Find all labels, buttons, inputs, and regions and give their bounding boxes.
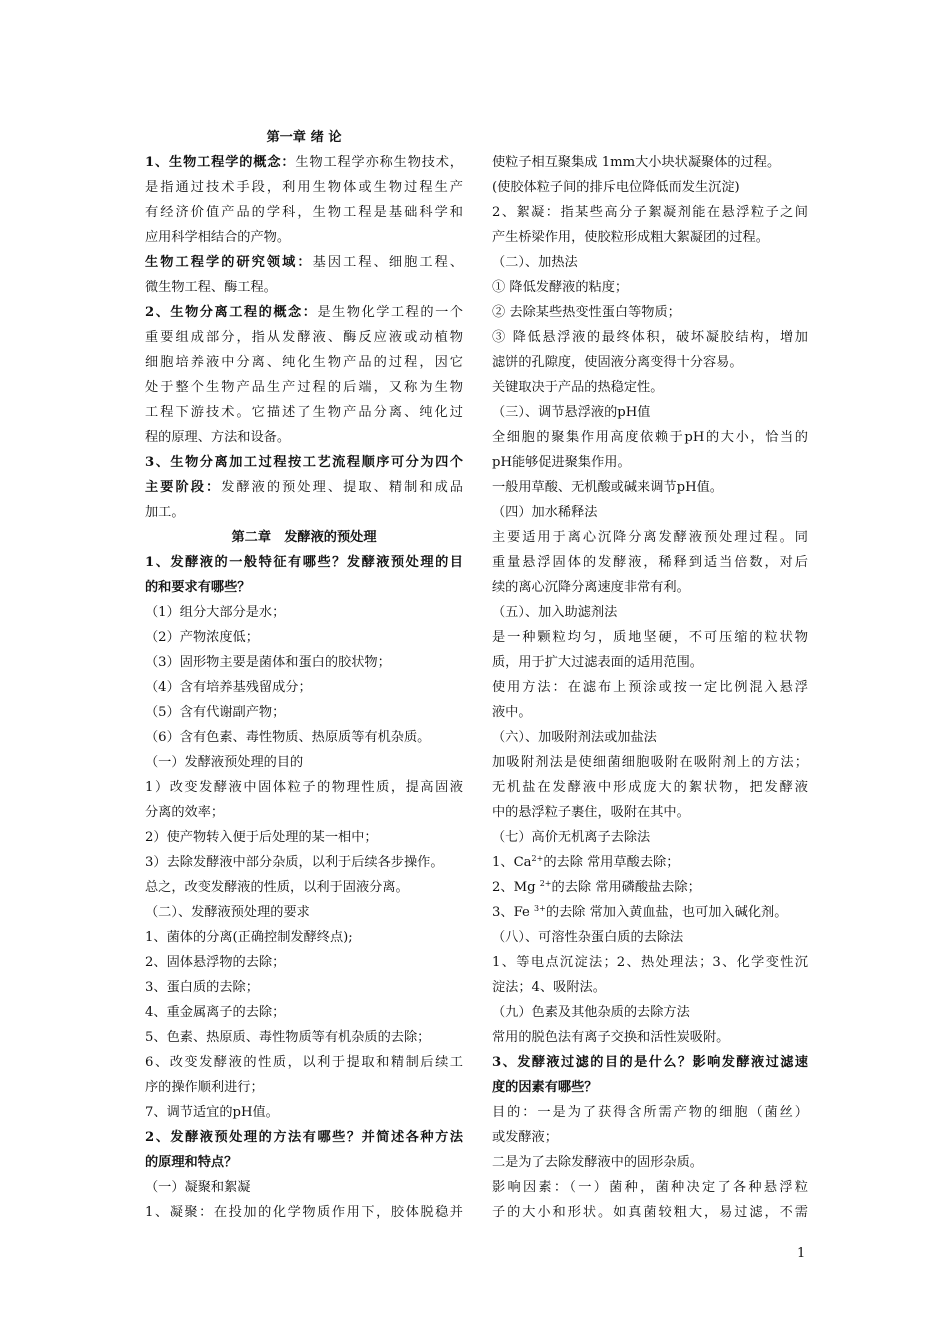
- para-line: 是指通过技术手段，利用生物体或生物过程生产: [145, 180, 463, 195]
- para-line: 目的：一是为了获得含所需产物的细胞（菌丝）: [492, 1105, 808, 1120]
- subheading: （五）、加入助滤剂法: [492, 605, 618, 620]
- list-item: 3、Fe $^{3+}$的去除 常加入黄血盐，也可加入碱化剂。: [492, 904, 788, 920]
- list-item: 6、改变发酵液的性质，以利于提取和精制后续工: [145, 1055, 463, 1070]
- para-line: 产生桥梁作用，使胶粒形成粗大絮凝团的过程。: [492, 230, 769, 245]
- subheading: （二）、发酵液预处理的要求: [145, 905, 310, 920]
- para-line: 影响因素：（一）菌种，菌种决定了各种悬浮粒: [492, 1180, 808, 1195]
- list-item: （3）固形物主要是菌体和蛋白的胶状物；: [145, 655, 391, 670]
- para-line: 主要阶段：发酵液的预处理、提取、精制和成品: [145, 480, 463, 495]
- chapter-1-title: 第一章 绪 论: [266, 130, 342, 145]
- para-line: 重量悬浮固体的发酵液，稀释到适当倍数，对后: [492, 555, 808, 570]
- list-item: 7、调节适宜的pH值。: [145, 1105, 279, 1120]
- chapter-2-title: 第二章 发酵液的预处理: [231, 530, 377, 545]
- para-line: 生物工程学的研究领域：基因工程、细胞工程、: [145, 255, 463, 270]
- para-line: 加工。: [145, 505, 185, 520]
- para-line: 2）使产物转入便于后处理的某一相中；: [145, 830, 378, 845]
- para-line: 应用科学相结合的产物。: [145, 230, 291, 245]
- question-line: 3、发酵液过滤的目的是什么？影响发酵液过滤速: [492, 1055, 808, 1070]
- para-line: pH能够促进聚集作用。: [492, 455, 631, 470]
- list-item: 1、菌体的分离(正确控制发酵终点);: [145, 930, 353, 945]
- para-line: 质，用于扩大过滤表面的适用范围。: [492, 655, 703, 670]
- page-number: 1: [797, 1246, 806, 1261]
- list-item: 3、蛋白质的去除；: [145, 980, 259, 995]
- subheading: （三）、调节悬浮液的pH值: [492, 405, 651, 420]
- list-item: （2）产物浓度低；: [145, 630, 259, 645]
- subheading: （七）高价无机离子去除法: [492, 830, 651, 845]
- list-item: （1）组分大部分是水；: [145, 605, 286, 620]
- list-item: 2、Mg $^{2+}$的去除 常用磷酸盐去除；: [492, 879, 701, 895]
- para-line: 液中。: [492, 705, 532, 720]
- subheading: （六）、加吸附剂法或加盐法: [492, 730, 657, 745]
- list-item: 5、色素、热原质、毒性物质等有机杂质的去除；: [145, 1030, 431, 1045]
- para-line: 总之，改变发酵液的性质，以利于固液分离。: [145, 880, 409, 895]
- list-item: 滤饼的孔隙度，使固液分离变得十分容易。: [492, 355, 743, 370]
- para-line: 子的大小和形状。如真菌较粗大，易过滤，不需: [492, 1205, 808, 1220]
- question-line: 度的因素有哪些？: [492, 1080, 598, 1095]
- para-line: 工程下游技术。它描述了生物产品分离、纯化过: [145, 405, 463, 420]
- question-line: 的和要求有哪些？: [145, 580, 251, 595]
- para-line: 二是为了去除发酵液中的固形杂质。: [492, 1155, 703, 1170]
- para-line: 细胞培养液中分离、纯化生物产品的过程，因它: [145, 355, 463, 370]
- para-line: 2、生物分离工程的概念：是生物化学工程的一个: [145, 305, 463, 320]
- para-line: 微生物工程、酶工程。: [145, 280, 277, 295]
- para-line: 有经济价值产品的学科，生物工程是基础科学和: [145, 205, 463, 220]
- para-line: 或发酵液；: [492, 1130, 558, 1145]
- subheading: （一）发酵液预处理的目的: [145, 755, 304, 770]
- para-line: 分离的效率；: [145, 805, 225, 820]
- left-column: [145, 125, 463, 1225]
- para-line: 程的原理、方法和设备。: [145, 430, 291, 445]
- para-line: 使用方法：在滤布上预涂或按一定比例混入悬浮: [492, 680, 808, 695]
- para-line: 关键取决于产品的热稳定性。: [492, 380, 664, 395]
- list-item: 序的操作顺利进行；: [145, 1080, 264, 1095]
- subheading: （一）凝聚和絮凝: [145, 1180, 251, 1195]
- subheading: （二）、加热法: [492, 255, 578, 270]
- para-line: 中的悬浮粒子裹住，吸附在其中。: [492, 805, 690, 820]
- list-item: （6）含有色素、毒性物质、热原质等有机杂质。: [145, 730, 431, 745]
- list-item: ③ 降低悬浮液的最终体积，破坏凝胶结构，增加: [492, 330, 808, 345]
- list-item: ② 去除某些热变性蛋白等物质；: [492, 305, 681, 320]
- para-line: 1、等电点沉淀法；2、热处理法；3、化学变性沉: [492, 955, 808, 970]
- para-line: 无机盐在发酵液中形成庞大的絮状物，把发酵液: [492, 780, 808, 795]
- subheading: （九）色素及其他杂质的去除方法: [492, 1005, 690, 1020]
- para-line: 全细胞的聚集作用高度依赖于pH的大小，恰当的: [492, 430, 808, 445]
- para-line: 3）去除发酵液中部分杂质，以利于后续各步操作。: [145, 855, 444, 870]
- para-line: 3、生物分离加工过程按工艺流程顺序可分为四个: [145, 455, 463, 470]
- list-item: 2、固体悬浮物的去除；: [145, 955, 286, 970]
- right-column: [492, 150, 808, 1225]
- para-line: 续的离心沉降分离速度非常有利。: [492, 580, 690, 595]
- para-line: 是一种颗粒均匀，质地坚硬，不可压缩的粒状物: [492, 630, 808, 645]
- para-line: 1、生物工程学的概念：生物工程学亦称生物技术，: [145, 155, 463, 170]
- para-line: 1）改变发酵液中固体粒子的物理性质，提高固液: [145, 780, 463, 795]
- para-line: 2、絮凝：指某些高分子絮凝剂能在悬浮粒子之间: [492, 205, 808, 220]
- list-item: ① 降低发酵液的粘度；: [492, 280, 629, 295]
- para-line: 主要适用于离心沉降分离发酵液预处理过程。同: [492, 530, 808, 545]
- para-line: 常用的脱色法有离子交换和活性炭吸附。: [492, 1030, 730, 1045]
- list-item: （5）含有代谢副产物；: [145, 705, 286, 720]
- para-line: 重要组成部分，指从发酵液、酶反应液或动植物: [145, 330, 463, 345]
- para-line: (使胶体粒子间的排斥电位降低而发生沉淀): [492, 180, 740, 195]
- para-line: 使粒子相互聚集成 1mm大小块状凝聚体的过程。: [492, 155, 781, 170]
- subheading: （四）加水稀释法: [492, 505, 598, 520]
- question-line: 的原理和特点？: [145, 1155, 238, 1170]
- list-item: 4、重金属离子的去除；: [145, 1005, 286, 1020]
- question-line: 1、发酵液的一般特征有哪些？发酵液预处理的目: [145, 555, 463, 570]
- list-item: 1、$Ca^{2+}$的去除 常用草酸去除；: [492, 854, 680, 870]
- subheading: （八）、可溶性杂蛋白质的去除法: [492, 930, 684, 945]
- para-line: 一般用草酸、无机酸或碱来调节pH值。: [492, 480, 723, 495]
- para-line: 加吸附剂法是使细菌细胞吸附在吸附剂上的方法；: [492, 755, 808, 770]
- para-line: 1、凝聚：在投加的化学物质作用下，胶体脱稳并: [145, 1205, 463, 1220]
- question-line: 2、发酵液预处理的方法有哪些？并简述各种方法: [145, 1130, 463, 1145]
- para-line: 处于整个生物产品生产过程的后端，又称为生物: [145, 380, 463, 395]
- para-line: 淀法；4、吸附法。: [492, 980, 606, 995]
- list-item: （4）含有培养基残留成分；: [145, 680, 312, 695]
